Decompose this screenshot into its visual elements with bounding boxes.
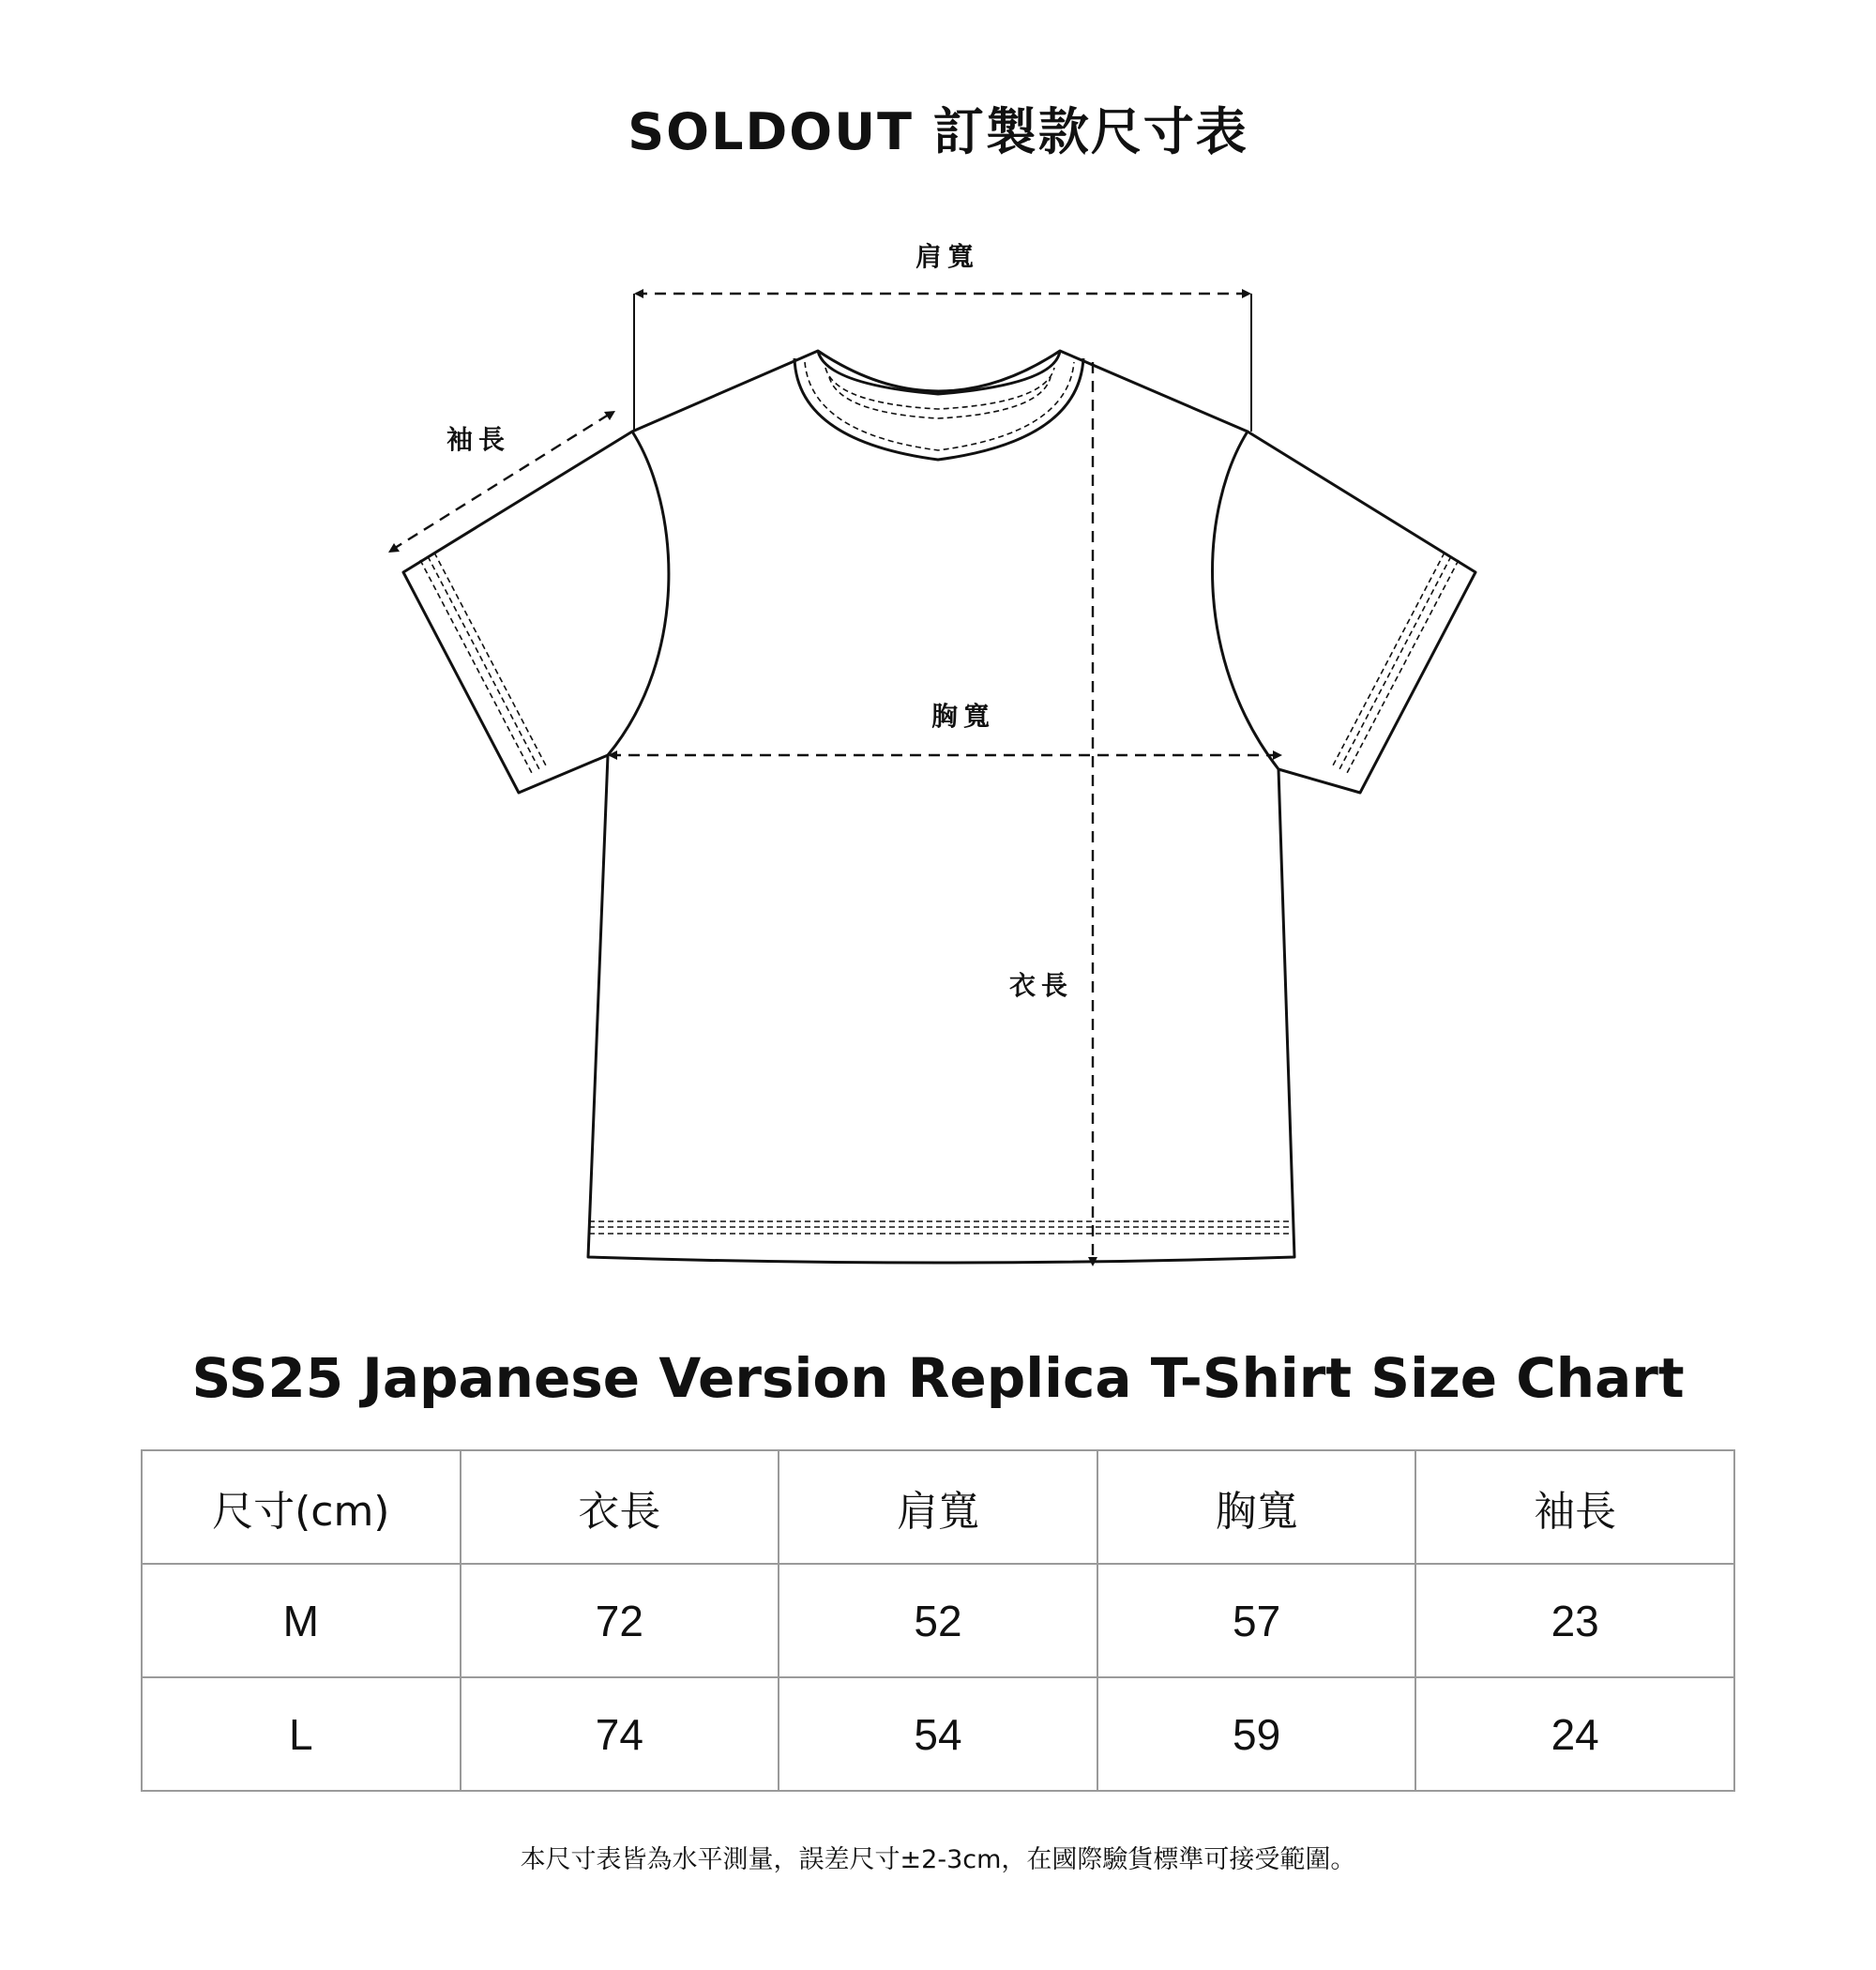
sleeve-label: 袖長 — [446, 424, 511, 455]
shoulder-label: 肩寬 — [915, 241, 980, 272]
cell-sleeve: 24 — [1415, 1677, 1734, 1791]
left-cuff-stitch-3 — [434, 553, 547, 767]
size-table — [141, 1449, 1735, 1792]
left-cuff-stitch-2 — [428, 556, 540, 771]
arrow-shoulder-right — [1242, 289, 1251, 298]
left-cuff-stitch-1 — [420, 560, 533, 775]
page-title: SOLDOUT 訂製款尺寸表 — [628, 102, 1248, 161]
table-header-row — [142, 1450, 1734, 1564]
header-size: 尺寸(cm) — [142, 1450, 461, 1564]
cell-size: M — [142, 1564, 461, 1677]
right-cuff-stitch-2 — [1339, 556, 1451, 771]
table-row — [142, 1677, 1734, 1791]
arrow-chest-right — [1273, 750, 1282, 760]
arrow-shoulder-left — [634, 289, 643, 298]
chest-label: 胸寬 — [930, 701, 996, 732]
header-sleeve: 袖長 — [1415, 1450, 1734, 1564]
cell-length: 74 — [461, 1677, 779, 1791]
right-cuff-stitch-1 — [1346, 560, 1459, 775]
table-row — [142, 1564, 1734, 1677]
cell-chest: 59 — [1097, 1677, 1416, 1791]
header-chest: 胸寬 — [1097, 1450, 1416, 1564]
arrow-sleeve-bottom — [388, 543, 400, 553]
right-cuff-stitch-3 — [1332, 553, 1445, 767]
cell-size: L — [142, 1677, 461, 1791]
header-length: 衣長 — [461, 1450, 779, 1564]
cell-shoulder: 52 — [779, 1564, 1097, 1677]
footnote: 本尺寸表皆為水平測量，誤差尺寸±2-3cm，在國際驗貨標準可接受範圍。 — [520, 1845, 1356, 1874]
cell-sleeve: 23 — [1415, 1564, 1734, 1677]
length-label: 衣長 — [1008, 970, 1074, 1001]
header-shoulder: 肩寬 — [779, 1450, 1097, 1564]
chart-title: SS25 Japanese Version Replica T-Shirt Size Chart — [191, 1346, 1685, 1410]
cell-chest: 57 — [1097, 1564, 1416, 1677]
cell-shoulder: 54 — [779, 1677, 1097, 1791]
left-armhole — [608, 432, 669, 755]
cell-length: 72 — [461, 1564, 779, 1677]
tshirt-outline — [403, 351, 1475, 1263]
right-armhole — [1213, 432, 1278, 769]
